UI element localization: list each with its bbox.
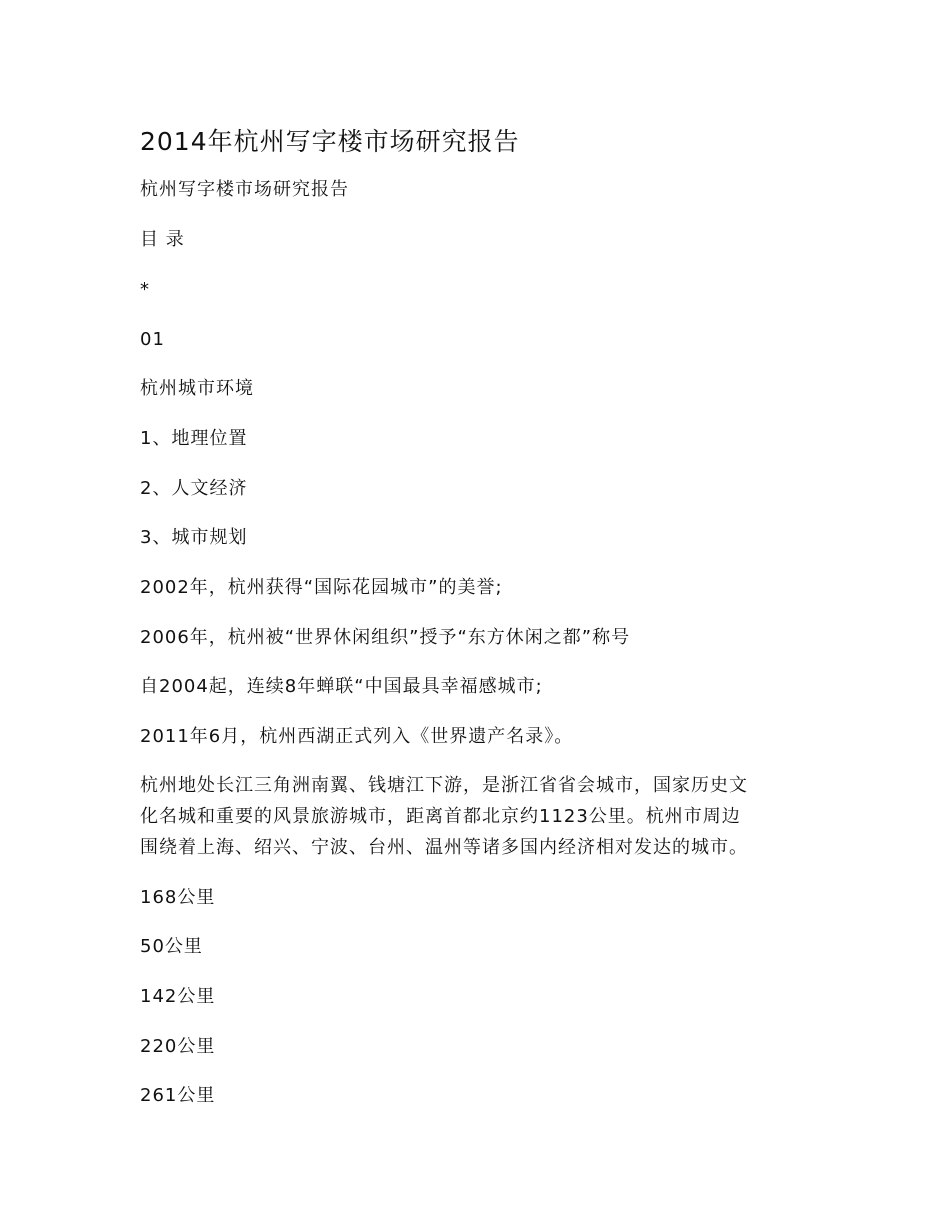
paragraph-line: 围绕着上海、绍兴、宁波、台州、温州等诸多国内经济相对发达的城市。 <box>140 837 748 858</box>
subtitle: 杭州写字楼市场研究报告 <box>140 179 349 200</box>
toc-item-economy: 2、人文经济 <box>140 478 248 499</box>
toc-item-planning: 3、城市规划 <box>140 527 248 548</box>
distance-item: 50公里 <box>140 936 203 957</box>
section-number: 01 <box>140 329 165 350</box>
distance-item: 168公里 <box>140 887 216 908</box>
toc-item-location: 1、地理位置 <box>140 428 248 449</box>
section-heading: 杭州城市环境 <box>140 378 254 399</box>
document-title: 2014年杭州写字楼市场研究报告 <box>140 127 520 156</box>
asterisk-line: * <box>140 279 150 300</box>
distance-item: 261公里 <box>140 1085 216 1106</box>
fact-2004: 自2004起，连续8年蝉联“中国最具幸福感城市; <box>140 676 543 697</box>
paragraph-line: 化名城和重要的风景旅游城市，距离首都北京约1123公里。杭州市周边 <box>140 806 741 827</box>
distance-item: 220公里 <box>140 1036 216 1057</box>
fact-2006: 2006年，杭州被“世界休闲组织”授予“东方休闲之都”称号 <box>140 627 631 648</box>
paragraph-line: 杭州地处长江三角洲南翼、钱塘江下游，是浙江省省会城市，国家历史文 <box>140 775 748 796</box>
fact-2011: 2011年6月，杭州西湖正式列入《世界遗产名录》。 <box>140 726 574 747</box>
fact-2002: 2002年，杭州获得“国际花园城市”的美誉; <box>140 577 503 598</box>
toc-heading: 目 录 <box>140 229 185 250</box>
distance-item: 142公里 <box>140 986 216 1007</box>
location-paragraph <box>140 770 820 863</box>
